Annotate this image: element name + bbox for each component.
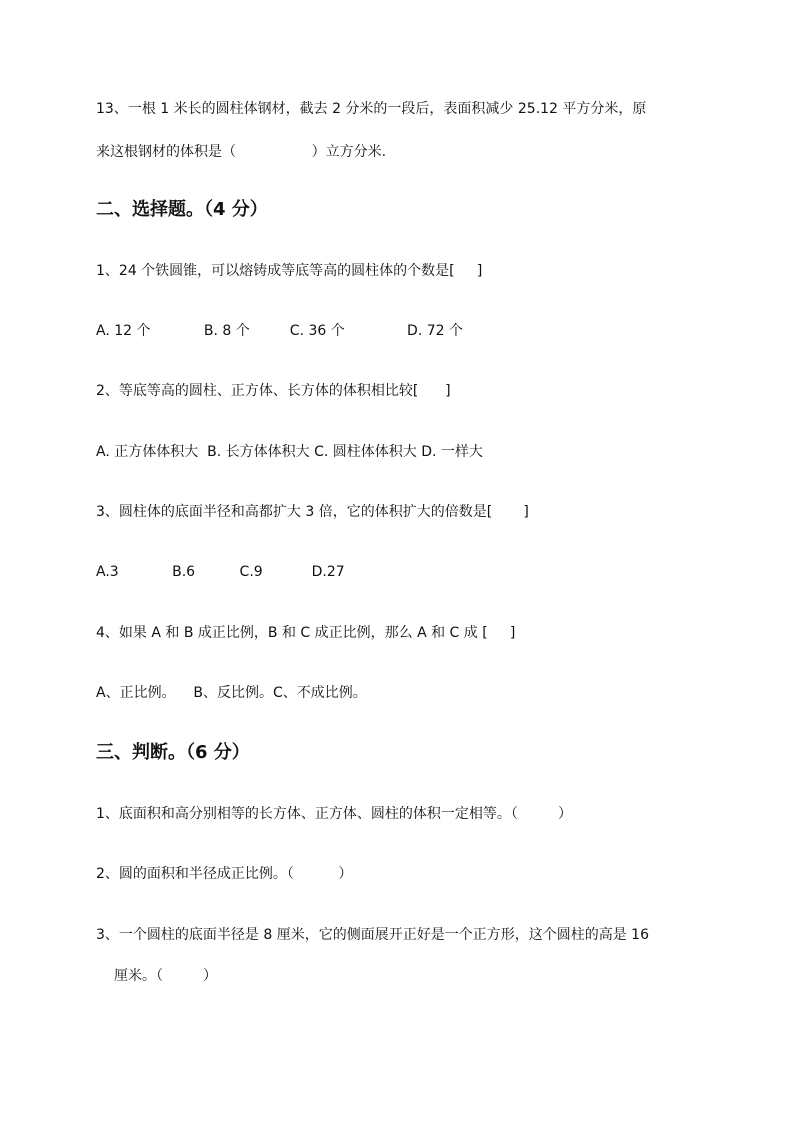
section3-title: 三、判断。（6 分） bbox=[96, 742, 250, 763]
section2-title: 二、选择题。（4 分） bbox=[96, 199, 268, 220]
s2-q2-options: A. 正方体体积大 B. 长方体体积大 C. 圆柱体体积大 D. 一样大 bbox=[96, 444, 483, 460]
s3-q3-line2: 厘米。（ ） bbox=[114, 968, 218, 984]
s2-q3-options: A.3 B.6 C.9 D.27 bbox=[96, 564, 345, 580]
s3-q1: 1、底面积和高分别相等的长方体、正方体、圆柱的体积一定相等。（ ） bbox=[96, 806, 572, 822]
s3-q2: 2、圆的面积和半径成正比例。（ ） bbox=[96, 866, 353, 882]
s2-q4-options: A、正比例。 B、反比例。C、不成比例。 bbox=[96, 685, 367, 701]
s2-q1-options: A. 12 个 B. 8 个 C. 36 个 D. 72 个 bbox=[96, 323, 464, 339]
q13-line1: 13、一根 1 米长的圆柱体钢材，截去 2 分米的一段后，表面积减少 25.12 平方分米，原 bbox=[96, 101, 647, 117]
s2-q3: 3、圆柱体的底面半径和高都扩大 3 倍，它的体积扩大的倍数是[ ] bbox=[96, 504, 529, 520]
s3-q3-line1: 3、一个圆柱的底面半径是 8 厘米，它的侧面展开正好是一个正方形，这个圆柱的高是 16 bbox=[96, 927, 649, 943]
q13-line2: 来这根钢材的体积是（ ）立方分米. bbox=[96, 144, 387, 160]
s2-q1: 1、24 个铁圆锥，可以熔铸成等底等高的圆柱体的个数是[ ] bbox=[96, 263, 483, 279]
s2-q2: 2、等底等高的圆柱、正方体、长方体的体积相比较[ ] bbox=[96, 383, 451, 399]
s2-q4: 4、如果 A 和 B 成正比例，B 和 C 成正比例，那么 A 和 C 成 [ ] bbox=[96, 625, 516, 641]
